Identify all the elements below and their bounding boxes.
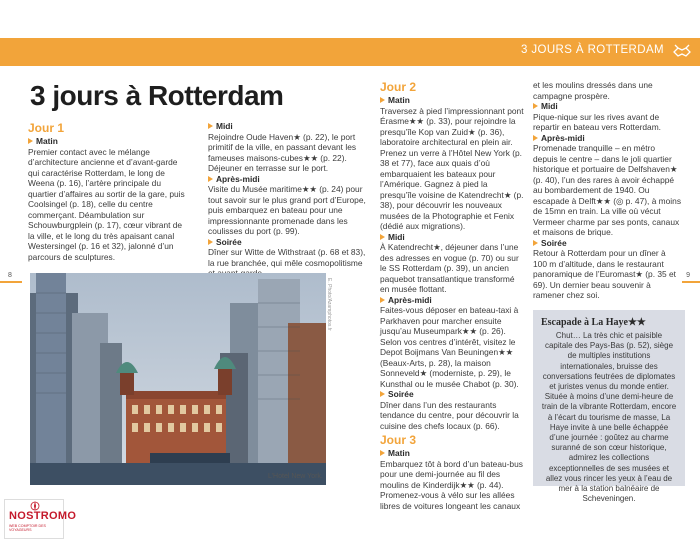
day3-apres-label: Après-midi xyxy=(533,133,681,144)
triangle-bullet-icon xyxy=(208,123,213,129)
day3-apres-text: Promenade tranquille – en métro depuis le centre – dans le joli quartier historique et portuaire de Delfshaven★ (p. 40), l’un des rares à avoir échappé au bombardement de 1940. Ou escapade à Delft★★ (◎ p. 47), à moins de 15mn en train. La ville où vécut Vermeer charme par ses ponts, canaux et maisons de brique. xyxy=(533,143,682,237)
day1-apres-text: Visite du Musée maritime★★ (p. 24) pour tout savoir sur le plus grand port d’Europe, puis embarquez en bateau pour une impressionnante promenade dans les coulisses du port (p. 99). xyxy=(208,184,366,236)
day3-matin-text: Embarquez tôt à bord d’un bateau-bus pour une demi-journée au fil des moulins de Kinderdijk★★ (p. 44). Promenez-vous à vélo sur les allées libres de voitures longeant les canaux xyxy=(380,458,523,511)
triangle-bullet-icon xyxy=(380,391,385,397)
header-banner xyxy=(0,38,700,66)
day2-matin-text: Traversez à pied l’impressionnant pont Érasme★★ (p. 33), pour rejoindre la presqu’île Kop van Zuid★ (p. 36), laboratoire architectural en plein air. Prenez un verre à l’Hôtel New York (p. 38 et 77), face aux quais d’où embarquaient les bateaux pour l’Amérique. Gagnez à pied la presqu’île voisine de Katendrecht★ (p. 38), pour découvrir les nouveaux musées de la Photographie et Fenix (dédié aux migrations). xyxy=(380,105,524,231)
triangle-bullet-icon xyxy=(380,297,385,303)
day3-soiree-label: Soirée xyxy=(533,238,681,249)
triangle-bullet-icon xyxy=(533,240,538,246)
page-number-rule-right xyxy=(682,281,700,283)
triangle-bullet-icon xyxy=(380,450,385,456)
triangle-bullet-icon xyxy=(380,97,385,103)
day2-apres-label: Après-midi xyxy=(380,295,526,306)
day1-matin-label: Matin xyxy=(28,136,190,147)
day2-heading: Jour 2 xyxy=(380,80,417,94)
day3-soiree-text: Retour à Rotterdam pour un dîner à 100 m d’altitude, dans le restaurant panoramique de l’Euromast★ (p. 35 et 69). Un dernier beau souvenir à ramener chez soi. xyxy=(533,248,676,300)
banner-title: 3 JOURS À ROTTERDAM xyxy=(520,44,664,56)
page-number-right: 9 xyxy=(686,272,690,279)
day3-cont-text: et les moulins dressés dans une campagne prospère. xyxy=(533,80,653,101)
day2-soiree-text: Dîner dans l’un des restaurants tendance du centre, pour découvrir la cuisine des chefs locaux (p. 66). xyxy=(380,399,519,431)
triangle-bullet-icon xyxy=(533,103,538,109)
column-day1 xyxy=(28,121,190,262)
triangle-bullet-icon xyxy=(380,234,385,240)
day2-midi-label: Midi xyxy=(380,232,526,243)
page-number-rule-left xyxy=(0,281,22,283)
handshake-icon xyxy=(672,42,692,62)
day1-soiree-text: Dîner sur Witte de Withstraat (p. 68 et 83), la rue branchée, qui mêle cosmopolitisme xyxy=(208,247,366,268)
photo-caption: L’Hotel New York. xyxy=(268,473,323,480)
day1-heading: Jour 1 xyxy=(28,121,65,135)
day3-midi-label: Midi xyxy=(533,101,681,112)
page-title: 3 jours à Rotterdam xyxy=(30,80,284,111)
day2-soiree-label: Soirée xyxy=(380,389,526,400)
day2-midi-text: À Katendrecht★, déjeuner dans l’une des adresses en vogue (p. 70) ou sur le SS Rotterdam (p. 39), un ancien paquebot transatlantique transformé en musée flottant. xyxy=(380,242,519,294)
escapade-title: Escapade à La Haye★★ xyxy=(541,317,646,328)
logo-wordmark: NOSTROMO xyxy=(9,510,77,522)
triangle-bullet-icon xyxy=(208,239,213,245)
day3-midi-text: Pique-nique sur les rives avant de repartir en bateau vers Rotterdam. xyxy=(533,111,662,132)
nostromo-logo xyxy=(4,499,77,539)
day2-apres-text: Faites-vous déposer en bateau-taxi à Parkhaven pour marcher ensuite jusqu’au Museumpark★★ (p. 26). Selon vos centres d’intérêt, visitez le Depot Boijmans Van Beuningen★★ (Beaux-Arts, p. 28), la maison Sonneveld★ (moderniste, p. 29), le Kunsthal ou le musée Chabot (p. 30). xyxy=(380,305,519,389)
triangle-bullet-icon xyxy=(28,138,33,144)
triangle-bullet-icon xyxy=(533,135,538,141)
hotel-new-york-photo xyxy=(30,273,326,485)
day3-matin-label: Matin xyxy=(380,448,526,459)
day1-midi-label: Midi xyxy=(208,121,368,132)
day1-midi-text: Rejoindre Oude Haven★ (p. 22), le port primitif de la ville, en passant devant les fameuses maisons-cubes★★ (p. 22). Déjeuner en terrasse sur le port. xyxy=(208,131,357,173)
escapade-la-haye-box xyxy=(533,310,685,504)
logo-tagline: WEB COMPTOIR DES VOYAGEURS xyxy=(9,524,46,532)
day1-matin-text: Premier contact avec le mélange d’architecture ancienne et d’avant-garde qui caractérise Rotterdam, le long de Weena (p. 16), l’artère principale du quartier d’affaires au sortir de la gare, puis Coolsingel (p. 18), celle du centre commerçant. Déambulation sur Schouwburgplein (p. 17), cœur vibrant de la ville, et le long du très apaisant canal Westersingel (p. 16 et 32), jalonné d’un parcours de sculptures. xyxy=(28,146,185,262)
column-day2-day3 xyxy=(380,80,526,511)
day1-soiree-label: Soirée xyxy=(208,237,368,248)
rotterdam-skyline-image xyxy=(30,273,326,485)
photo-credit: E. Photo/Azamphotos.fr xyxy=(326,278,332,331)
triangle-bullet-icon xyxy=(208,176,213,182)
page-number-left: 8 xyxy=(8,272,12,279)
column-day1-continued xyxy=(208,121,368,279)
day2-matin-label: Matin xyxy=(380,95,526,106)
column-day3-continued xyxy=(533,80,681,301)
day3-heading: Jour 3 xyxy=(380,433,417,447)
day1-apres-label: Après-midi xyxy=(208,174,368,185)
escapade-text: Chut… La très chic et paisible capitale des Pays-Bas (p. 52), siège de multiples institutions internationales, bruisse des conversations feutrées de diplomates et juristes venus du monde entier. Située à moins d’une demi-heure de train de la vibrante Rotterdam, encore à l’écart du tourisme de masse, La Haye invite à une belle échappée d’une journée : goûtez au charme suranné de son cœur historique, admirez les collections exceptionnelles de ses musées et allez vous rincer les yeux à l’eau de mer à la station balnéaire de Scheveningen. xyxy=(541,331,677,504)
